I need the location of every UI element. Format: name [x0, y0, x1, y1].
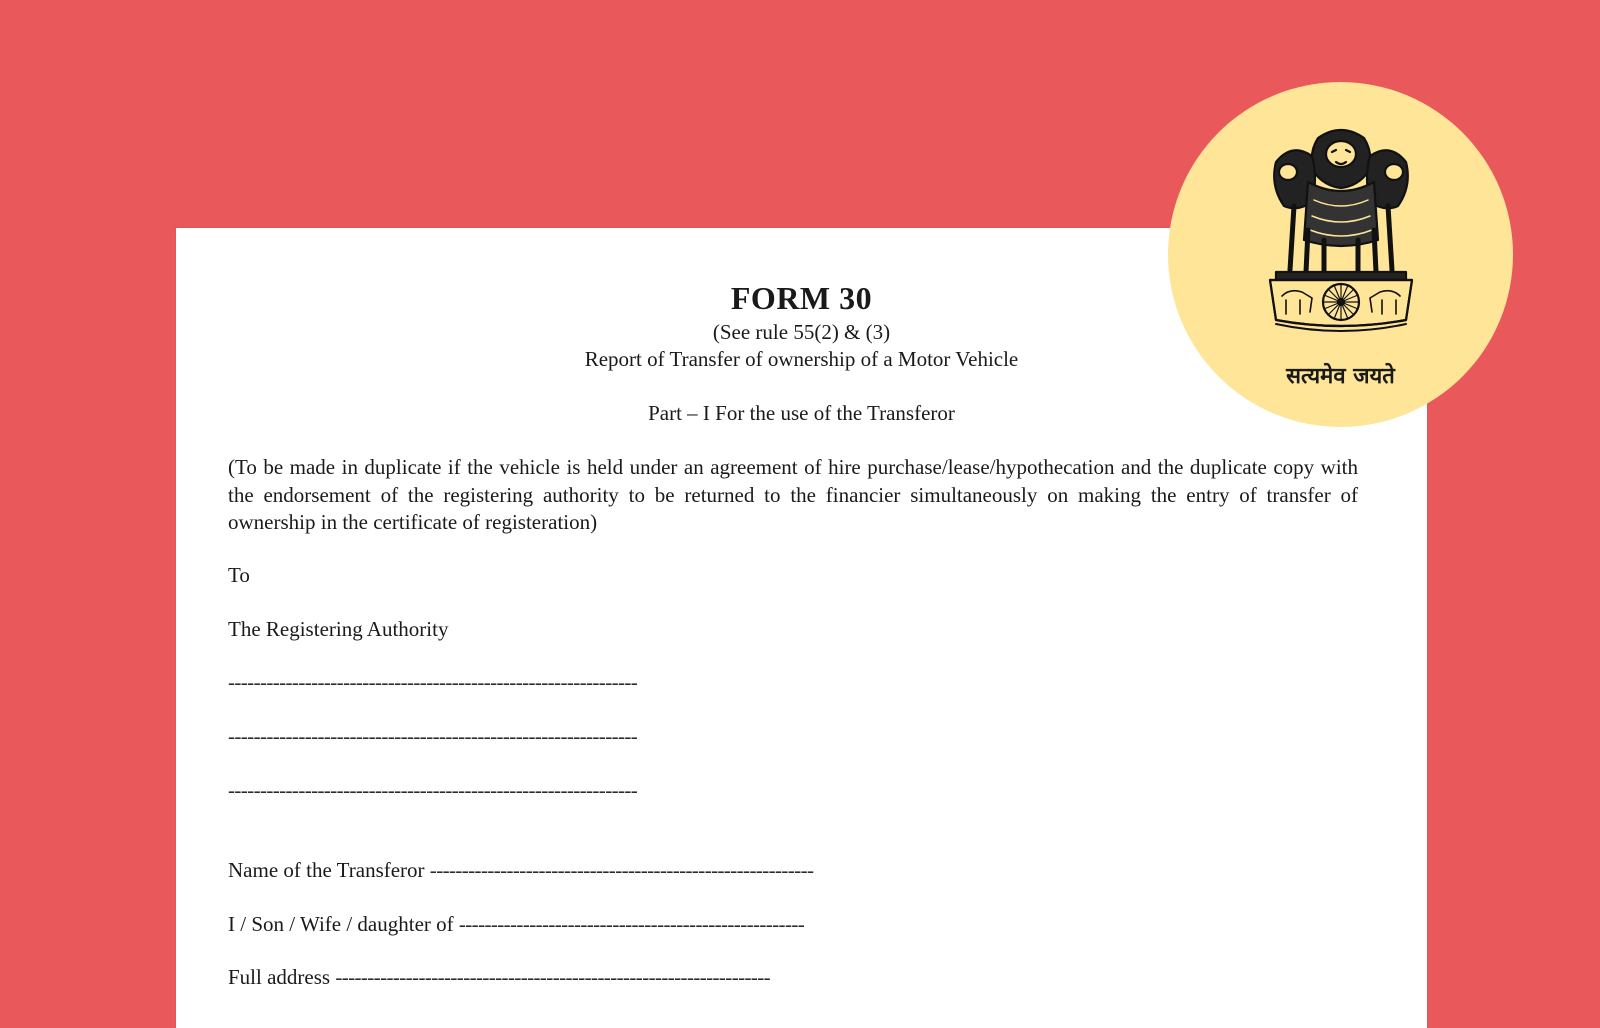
field-label: Name of the Transferor: [228, 858, 425, 882]
addressee-authority: The Registering Authority: [228, 617, 449, 641]
emblem-badge: [1168, 82, 1513, 427]
form-rule-reference: (See rule 55(2) & (3): [712, 320, 891, 344]
address-blank-line: ----------------------------------------------------------------: [228, 724, 638, 748]
addressee-to: To: [228, 563, 250, 587]
form-part-heading: Part – I For the use of the Transferor: [648, 401, 955, 425]
address-blank-line: ----------------------------------------------------------------: [228, 778, 638, 802]
field-blank: ------------------------------------------------------------: [429, 858, 814, 882]
field-full-address: [228, 965, 770, 990]
field-label: I / Son / Wife / daughter of: [228, 912, 454, 936]
form-subtitle: Report of Transfer of ownership of a Motor Vehicle: [584, 347, 1019, 371]
field-blank: --------------------------------------------------------------------: [335, 965, 771, 989]
form-title: FORM 30: [730, 280, 873, 316]
national-emblem-icon: [1246, 120, 1436, 350]
address-blank-line: ----------------------------------------------------------------: [228, 670, 638, 694]
field-label: Full address: [228, 965, 331, 989]
emblem-motto: सत्यमेव जयते: [1286, 364, 1395, 389]
field-relation: [228, 912, 804, 937]
form-instruction-note: (To be made in duplicate if the vehicle is held under an agreement of hire purchase/lease/hypothecation and the duplicate copy with the endorsement of the registering authority to be returned to the financier simultaneously on making the entry of transfer of ownership in the certificate of registeration): [228, 455, 1358, 534]
field-blank: ------------------------------------------------------: [458, 912, 805, 936]
field-transferor-name: [228, 858, 813, 883]
